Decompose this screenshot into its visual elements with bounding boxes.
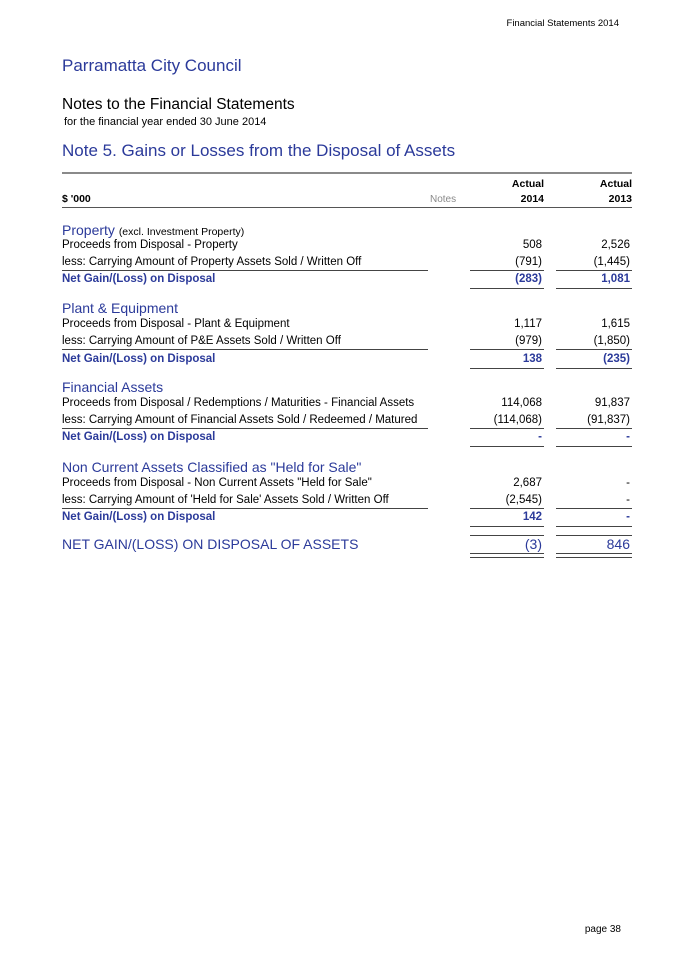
underline	[470, 349, 544, 350]
underline	[556, 428, 632, 429]
net-value-2014: 138	[522, 353, 542, 365]
row-value-2013: (1,445)	[593, 256, 630, 268]
net-label: Net Gain/(Loss) on Disposal	[62, 431, 216, 443]
row-label: Proceeds from Disposal - Non Current Assets "Held for Sale"	[62, 477, 372, 489]
row-value-2013: (91,837)	[587, 414, 630, 426]
row-value-2014: (2,545)	[505, 494, 542, 506]
row-value-2013: (1,850)	[593, 335, 630, 347]
row-value-2014: 2,687	[513, 477, 542, 489]
underline	[470, 270, 544, 271]
net-label: Net Gain/(Loss) on Disposal	[62, 273, 216, 285]
underline	[62, 349, 428, 350]
notes-col-label: Notes	[430, 194, 457, 205]
row-value-2014: (979)	[515, 335, 542, 347]
underline	[556, 508, 632, 509]
header-rule-bottom	[62, 207, 632, 208]
underline	[556, 368, 632, 369]
col-2013-year: 2013	[608, 193, 632, 205]
underline	[470, 288, 544, 289]
row-label: Proceeds from Disposal - Plant & Equipment	[62, 318, 290, 330]
double-underline	[470, 553, 544, 558]
underline	[470, 446, 544, 447]
row-value-2014: (114,068)	[493, 414, 542, 426]
underline	[556, 288, 632, 289]
underline	[470, 526, 544, 527]
underline	[556, 349, 632, 350]
row-value-2013: 2,526	[601, 239, 630, 251]
net-value-2013: -	[626, 511, 630, 523]
underline	[62, 508, 428, 509]
notes-title: Notes to the Financial Statements	[62, 96, 295, 113]
net-value-2014: 142	[522, 511, 542, 523]
underline	[62, 270, 428, 271]
net-label: Net Gain/(Loss) on Disposal	[62, 353, 216, 365]
underline	[556, 270, 632, 271]
underline	[470, 508, 544, 509]
row-label: Proceeds from Disposal - Property	[62, 239, 238, 251]
net-value-2014: (283)	[515, 273, 542, 285]
row-label: Proceeds from Disposal / Redemptions / Maturities - Financial Assets	[62, 397, 415, 409]
header-rule-top	[62, 172, 632, 174]
row-label: less: Carrying Amount of Financial Assets Sold / Redeemed / Matured	[62, 414, 418, 426]
row-value-2013: -	[626, 494, 630, 506]
grand-total-2013: 846	[606, 536, 630, 552]
net-value-2013: 1,081	[601, 273, 630, 285]
row-value-2013: 1,615	[601, 318, 630, 330]
row-label: less: Carrying Amount of P&E Assets Sold / Written Off	[62, 335, 341, 347]
net-value-2013: (235)	[603, 353, 630, 365]
col-2014-top: Actual	[511, 178, 544, 190]
col-2013-top: Actual	[599, 178, 632, 190]
row-value-2014: 508	[522, 239, 542, 251]
running-header: Financial Statements 2014	[506, 18, 619, 29]
underline	[62, 428, 428, 429]
row-label: less: Carrying Amount of 'Held for Sale' Assets Sold / Written Off	[62, 494, 389, 506]
underline	[470, 428, 544, 429]
section-title-suffix: (excl. Investment Property)	[118, 226, 245, 238]
grand-total-2014: (3)	[524, 536, 542, 552]
section-title-property	[62, 222, 244, 238]
section-title: Property	[62, 222, 115, 238]
col-2014-year: 2014	[520, 193, 544, 205]
year-subtitle: for the financial year ended 30 June 2014	[64, 116, 267, 128]
section-title-held-for-sale: Non Current Assets Classified as "Held for Sale"	[62, 459, 362, 475]
council-name: Parramatta City Council	[62, 56, 242, 75]
net-value-2014: -	[538, 431, 542, 443]
row-value-2013: -	[626, 477, 630, 489]
row-value-2014: 1,117	[514, 318, 542, 330]
row-label: less: Carrying Amount of Property Assets Sold / Written Off	[62, 256, 362, 268]
row-value-2014: 114,068	[501, 397, 542, 409]
net-value-2013: -	[626, 431, 630, 443]
underline	[556, 526, 632, 527]
unit-label: $ '000	[62, 193, 91, 205]
row-value-2013: 91,837	[594, 397, 630, 409]
section-title-plant: Plant & Equipment	[62, 300, 178, 316]
net-label: Net Gain/(Loss) on Disposal	[62, 511, 216, 523]
underline	[556, 446, 632, 447]
double-underline	[556, 553, 632, 558]
underline	[470, 368, 544, 369]
grand-total-label: NET GAIN/(LOSS) ON DISPOSAL OF ASSETS	[62, 536, 359, 552]
row-value-2014: (791)	[515, 256, 542, 268]
page-number: page 38	[584, 924, 621, 935]
section-title-financial: Financial Assets	[62, 379, 164, 395]
note-title: Note 5. Gains or Losses from the Disposal of Assets	[62, 141, 456, 160]
